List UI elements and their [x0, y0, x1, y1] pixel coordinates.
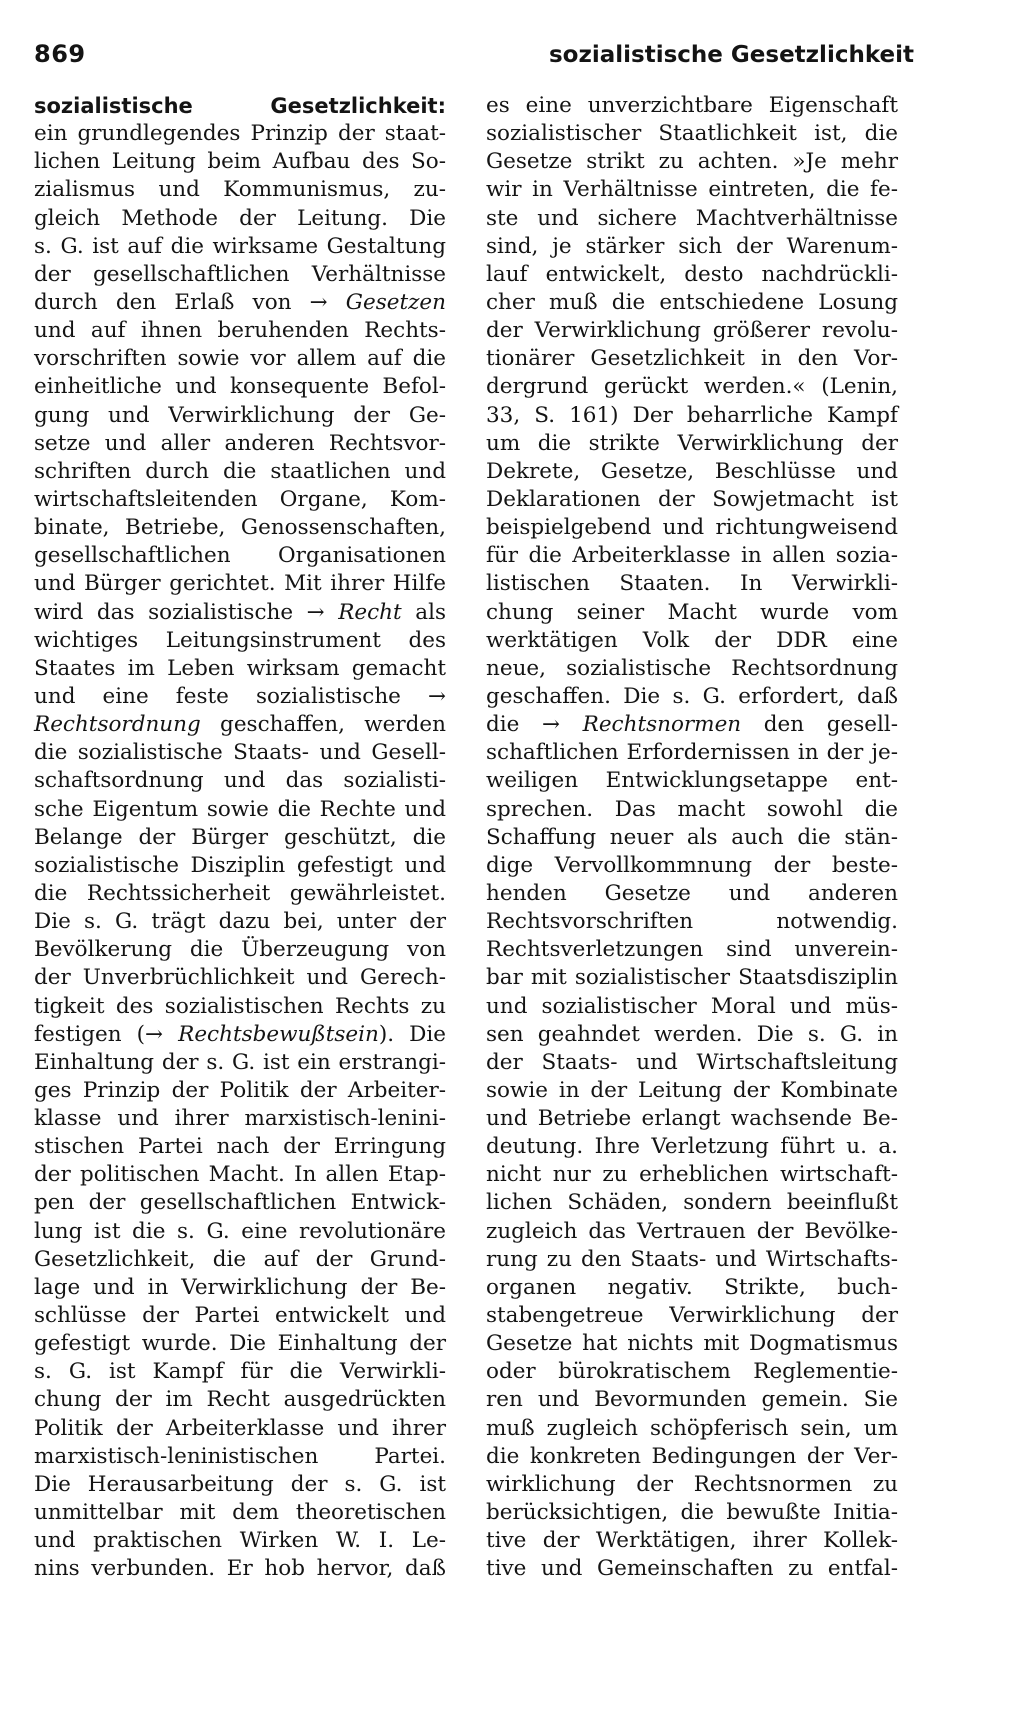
left-column-line: Die s. G. trägt dazu bei, unter der	[34, 909, 446, 935]
right-column-line: bar mit sozialistischer Staatsdisziplin	[486, 965, 898, 991]
right-column-line: deutung. Ihre Verletzung führt u. a.	[486, 1134, 898, 1160]
right-column-line: Schaffung neuer als auch die stän-	[486, 824, 898, 850]
left-column-line: nins verbunden. Er hob hervor, daß	[34, 1556, 446, 1582]
cross-reference: Rechtsbewußtsein	[178, 1021, 379, 1047]
left-column-line: Staates im Leben wirksam gemacht	[34, 655, 446, 681]
left-column-line: und Bürger gerichtet. Mit ihrer Hilfe	[34, 571, 446, 597]
right-column-line: cher muß die entschiedene Losung	[486, 289, 898, 315]
left-column-line: gefestigt wurde. Die Einhaltung der	[34, 1331, 446, 1357]
left-column-line: Politik der Arbeiterklasse und ihrer	[34, 1415, 446, 1441]
right-column-line: und Betriebe erlangt wachsende Be-	[486, 1106, 898, 1132]
cross-reference: Recht	[338, 599, 402, 625]
right-column-line: sprechen. Das macht sowohl die	[486, 796, 898, 822]
left-column-line: und eine feste sozialistische →	[34, 683, 446, 709]
right-column-line: neue, sozialistische Rechtsordnung	[486, 655, 898, 681]
right-column-line: wir in Verhältnisse eintreten, die fe-	[486, 177, 898, 203]
right-column-line: rung zu den Staats- und Wirtschafts-	[486, 1246, 898, 1272]
left-column-line: Bevölkerung die Überzeugung von	[34, 937, 446, 963]
left-column-line: stischen Partei nach der Erringung	[34, 1134, 446, 1160]
left-column-line: chung der im Recht ausgedrückten	[34, 1387, 446, 1413]
right-column-line: lichen Schäden, sondern beeinflußt	[486, 1190, 898, 1216]
left-column-line: gesellschaftlichen Organisationen	[34, 543, 446, 569]
left-column-line: pen der gesellschaftlichen Entwick-	[34, 1190, 446, 1216]
left-column-line: festigen (→ Rechtsbewußtsein). Die	[34, 1021, 446, 1047]
left-column-line: marxistisch-leninistischen Partei.	[34, 1443, 446, 1469]
left-column-line: ein grundlegendes Prinzip der staat-	[34, 121, 446, 147]
right-column-line: weiligen Entwicklungsetappe ent-	[486, 768, 898, 794]
right-column-line: Rechtsverletzungen sind unverein-	[486, 937, 898, 963]
left-column-line: sche Eigentum sowie die Rechte und	[34, 796, 446, 822]
right-column-line: für die Arbeiterklasse in allen sozia-	[486, 543, 898, 569]
right-column-line: ste und sichere Machtverhältnisse	[486, 205, 898, 231]
entry-lemma: sozialistische Gesetzlichkeit:	[34, 94, 446, 118]
right-column-line: sowie in der Leitung der Kombinate	[486, 1077, 898, 1103]
right-column-line: zugleich das Vertrauen der Bevölke-	[486, 1218, 898, 1244]
left-column-line: der politischen Macht. In allen Etap-	[34, 1162, 446, 1188]
cross-reference: Rechtsnormen	[582, 712, 742, 738]
left-column-line: der gesellschaftlichen Verhältnisse	[34, 261, 446, 287]
left-column-line: und auf ihnen beruhenden Rechts-	[34, 318, 446, 344]
right-column-line: sen geahndet werden. Die s. G. in	[486, 1021, 898, 1047]
left-column-line: wird das sozialistische → Recht als	[34, 599, 446, 625]
right-column-line: tive und Gemeinschaften zu entfal-	[486, 1556, 898, 1582]
left-column-line: unmittelbar mit dem theoretischen	[34, 1500, 446, 1526]
left-column-line: Belange der Bürger geschützt, die	[34, 824, 446, 850]
right-column-line: 33, S. 161) Der beharrliche Kampf	[486, 402, 898, 428]
right-column-line: wirklichung der Rechtsnormen zu	[486, 1471, 898, 1497]
right-column-line: muß zugleich schöpferisch sein, um	[486, 1415, 898, 1441]
right-column-line: dergrund gerückt werden.« (Lenin,	[486, 374, 898, 400]
left-column-line: wirtschaftsleitenden Organe, Kom-	[34, 486, 446, 512]
right-column-line: die konkreten Bedingungen der Ver-	[486, 1443, 898, 1469]
left-column-line: der Unverbrüchlichkeit und Gerech-	[34, 965, 446, 991]
right-column-line: nicht nur zu erheblichen wirtschaft-	[486, 1162, 898, 1188]
left-column-line: zialismus und Kommunismus, zu-	[34, 177, 446, 203]
cross-reference: Gesetzen	[345, 289, 446, 315]
right-column-line: Dekrete, Gesetze, Beschlüsse und	[486, 458, 898, 484]
right-column-line: listischen Staaten. In Verwirkli-	[486, 571, 898, 597]
right-column-line: schaftlichen Erfordernissen in der je-	[486, 740, 898, 766]
left-column-line: lage und in Verwirklichung der Be-	[34, 1274, 446, 1300]
right-column-line: berücksichtigen, die bewußte Initia-	[486, 1500, 898, 1526]
left-column-line: s. G. ist auf die wirksame Gestaltung	[34, 233, 446, 259]
right-column-line: ren und Bevormunden gemein. Sie	[486, 1387, 898, 1413]
right-column-line: Gesetze strikt zu achten. »Je mehr	[486, 149, 898, 175]
left-column-line: gung und Verwirklichung der Ge-	[34, 402, 446, 428]
left-column-line: vorschriften sowie vor allem auf die	[34, 346, 446, 372]
right-column-line: organen negativ. Strikte, buch-	[486, 1274, 898, 1300]
left-column-line: einheitliche und konsequente Befol-	[34, 374, 446, 400]
right-column-line: werktätigen Volk der DDR eine	[486, 627, 898, 653]
right-column-line: um die strikte Verwirklichung der	[486, 430, 898, 456]
left-column-line: Gesetzlichkeit, die auf der Grund-	[34, 1246, 446, 1272]
left-column-line: lung ist die s. G. eine revolutionäre	[34, 1218, 446, 1244]
right-column-line: Gesetze hat nichts mit Dogmatismus	[486, 1331, 898, 1357]
page-number: 869	[34, 40, 86, 68]
left-column-line: schlüsse der Partei entwickelt und	[34, 1303, 446, 1329]
right-column-line: tionärer Gesetzlichkeit in den Vor-	[486, 346, 898, 372]
right-column-line: und sozialistischer Moral und müs-	[486, 993, 898, 1019]
left-column-line: gleich Methode der Leitung. Die	[34, 205, 446, 231]
right-column-line: lauf entwickelt, desto nachdrückli-	[486, 261, 898, 287]
right-column	[486, 92, 898, 1583]
right-column-line: beispielgebend und richtungweisend	[486, 515, 898, 541]
left-column-line: sozialistische Disziplin gefestigt und	[34, 852, 446, 878]
right-column-line: Deklarationen der Sowjetmacht ist	[486, 486, 898, 512]
left-column-line: schriften durch die staatlichen und	[34, 458, 446, 484]
left-column-line: Rechtsordnung geschaffen, werden	[34, 712, 446, 738]
right-column-line: stabengetreue Verwirklichung der	[486, 1303, 898, 1329]
left-column-line: setze und aller anderen Rechtsvor-	[34, 430, 446, 456]
right-column-line: dige Vervollkommnung der beste-	[486, 852, 898, 878]
left-column	[34, 92, 446, 1583]
left-column-line: s. G. ist Kampf für die Verwirkli-	[34, 1359, 446, 1385]
right-column-line: geschaffen. Die s. G. erfordert, daß	[486, 683, 898, 709]
right-column-line: oder bürokratischem Reglementie-	[486, 1359, 898, 1385]
cross-reference: Rechtsordnung	[34, 712, 201, 738]
left-column-line: binate, Betriebe, Genossenschaften,	[34, 515, 446, 541]
left-column-line: Einhaltung der s. G. ist ein erstrangi-	[34, 1049, 446, 1075]
right-column-line: der Staats- und Wirtschaftsleitung	[486, 1049, 898, 1075]
right-column-lines	[486, 92, 898, 1583]
left-column-line: schaftsordnung und das sozialisti-	[34, 768, 446, 794]
left-column-line: die sozialistische Staats- und Gesell-	[34, 740, 446, 766]
left-column-line: ges Prinzip der Politik der Arbeiter-	[34, 1077, 446, 1103]
left-column-line: tigkeit des sozialistischen Rechts zu	[34, 993, 446, 1019]
left-column-line: lichen Leitung beim Aufbau des So-	[34, 149, 446, 175]
left-column-line: durch den Erlaß von → Gesetzen	[34, 289, 446, 315]
left-column-lines	[34, 120, 446, 1583]
left-column-line: wichtiges Leitungsinstrument des	[34, 627, 446, 653]
right-column-line: die → Rechtsnormen den gesell-	[486, 712, 898, 738]
right-column-line: sind, je stärker sich der Warenum-	[486, 233, 898, 259]
right-column-line: Rechtsvorschriften notwendig.	[486, 909, 898, 935]
left-column-line: und praktischen Wirken W. I. Le-	[34, 1528, 446, 1554]
right-column-line: es eine unverzichtbare Eigenschaft	[486, 93, 898, 118]
left-column-line: die Rechtssicherheit gewährleistet.	[34, 880, 446, 906]
right-column-line: tive der Werktätigen, ihrer Kollek-	[486, 1528, 898, 1554]
running-head: sozialistische Gesetzlichkeit	[548, 42, 914, 68]
left-column-line: klasse und ihrer marxistisch-lenini-	[34, 1106, 446, 1132]
right-column-line: chung seiner Macht wurde vom	[486, 599, 898, 625]
left-column-line: Die Herausarbeitung der s. G. ist	[34, 1471, 446, 1497]
right-column-line: henden Gesetze und anderen	[486, 880, 898, 906]
right-column-line: sozialistischer Staatlichkeit ist, die	[486, 121, 898, 147]
right-column-line: der Verwirklichung größerer revolu-	[486, 318, 898, 344]
